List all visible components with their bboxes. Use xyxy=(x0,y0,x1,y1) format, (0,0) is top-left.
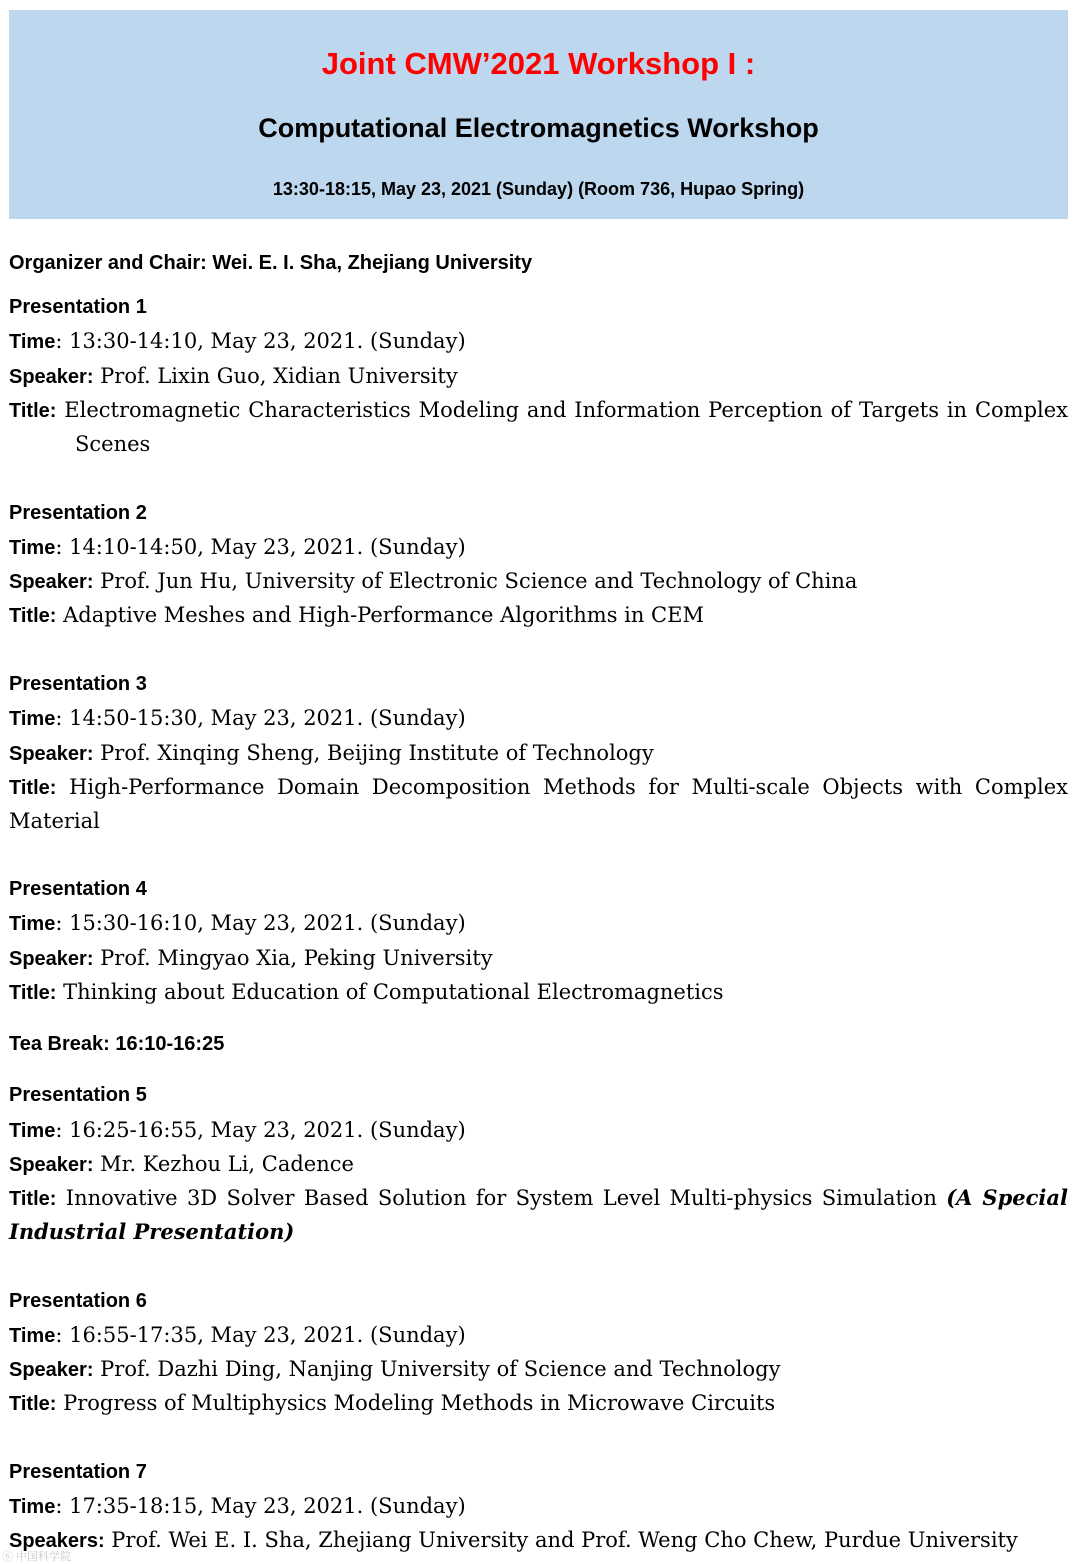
presentation-heading: Presentation 7 xyxy=(9,1461,147,1483)
title-value: Thinking about Education of Computational Electromagnetics xyxy=(56,980,724,1004)
time-value: : 14:50-15:30, May 23, 2021. (Sunday) xyxy=(55,706,466,730)
title-note: (A Special xyxy=(946,1185,1068,1210)
speaker-label: Speaker: xyxy=(9,948,94,970)
workshop-title: Joint CMW’2021 Workshop I : xyxy=(321,46,756,81)
time-value: : 16:25-16:55, May 23, 2021. (Sunday) xyxy=(55,1118,466,1142)
presentation-heading: Presentation 4 xyxy=(9,878,147,900)
presentation-speaker xyxy=(9,1147,354,1182)
title-continuation: Scenes xyxy=(75,432,151,456)
time-value: : 15:30-16:10, May 23, 2021. (Sunday) xyxy=(55,911,466,935)
watermark: Ⓢ 中国科学院 xyxy=(2,1551,72,1563)
speaker-value: Prof. Xinqing Sheng, Beijing Institute of Technology xyxy=(93,741,654,765)
speaker-value: Prof. Lixin Guo, Xidian University xyxy=(93,364,458,388)
speaker-value: Prof. Wei E. I. Sha, Zhejiang University and Prof. Weng Cho Chew, Purdue University xyxy=(104,1528,1018,1552)
title-label: Title: xyxy=(9,605,57,627)
presentation-title xyxy=(9,770,1068,805)
time-label: Time xyxy=(9,331,56,353)
speakers-label: Speakers: xyxy=(9,1530,105,1552)
presentation-title xyxy=(9,598,704,633)
speaker-value: Prof. Dazhi Ding, Nanjing University of Science and Technology xyxy=(93,1357,781,1381)
presentation-speaker xyxy=(9,564,857,599)
time-value: : 16:55-17:35, May 23, 2021. (Sunday) xyxy=(55,1323,466,1347)
presentation-title xyxy=(9,1181,1068,1216)
presentation-speaker xyxy=(9,1352,780,1387)
presentation-time xyxy=(9,1113,466,1148)
tea-break: Tea Break: 16:10-16:25 xyxy=(9,1033,225,1055)
speaker-value: Prof. Jun Hu, University of Electronic Science and Technology of China xyxy=(93,569,858,593)
workshop-datetime: 13:30-18:15, May 23, 2021 (Sunday) (Room 736, Hupao Spring) xyxy=(272,179,805,199)
presentation-time xyxy=(9,1318,466,1353)
presentation-title xyxy=(9,975,724,1010)
title-label: Title: xyxy=(9,1188,57,1210)
time-value: : 17:35-18:15, May 23, 2021. (Sunday) xyxy=(55,1494,466,1518)
presentation-title xyxy=(9,1386,775,1421)
presentation-time xyxy=(9,906,466,941)
presentation-speaker xyxy=(9,359,458,394)
header-banner xyxy=(9,10,1068,219)
speaker-value: Mr. Kezhou Li, Cadence xyxy=(93,1152,354,1176)
organizer: Organizer and Chair: Wei. E. I. Sha, Zhejiang University xyxy=(9,252,533,274)
presentation-heading: Presentation 6 xyxy=(9,1290,147,1312)
speaker-label: Speaker: xyxy=(9,366,94,388)
speaker-label: Speaker: xyxy=(9,743,94,765)
presentation-speaker xyxy=(9,1523,1018,1558)
title-value: Innovative 3D Solver Based Solution for System Level Multi-physics Simulation xyxy=(56,1186,937,1210)
speaker-label: Speaker: xyxy=(9,1154,94,1176)
presentation-speaker xyxy=(9,941,493,976)
time-label: Time xyxy=(9,913,56,935)
presentation-heading: Presentation 2 xyxy=(9,502,147,524)
presentation-time xyxy=(9,530,466,565)
title-value: High-Performance Domain Decomposition Methods for Multi-scale Objects with Complex xyxy=(56,775,1068,799)
presentation-time xyxy=(9,1489,466,1524)
presentation-speaker xyxy=(9,736,654,771)
time-label: Time xyxy=(9,1325,56,1347)
title-value: Progress of Multiphysics Modeling Methods in Microwave Circuits xyxy=(56,1391,776,1415)
speaker-value: Prof. Mingyao Xia, Peking University xyxy=(93,946,493,970)
speaker-label: Speaker: xyxy=(9,571,94,593)
title-label: Title: xyxy=(9,400,57,422)
title-continuation: Material xyxy=(9,809,100,833)
presentation-heading: Presentation 5 xyxy=(9,1084,147,1106)
title-label: Title: xyxy=(9,982,57,1004)
presentation-heading: Presentation 1 xyxy=(9,296,147,318)
title-label: Title: xyxy=(9,777,57,799)
time-value: : 13:30-14:10, May 23, 2021. (Sunday) xyxy=(55,329,466,353)
time-label: Time xyxy=(9,1496,56,1518)
workshop-subtitle: Computational Electromagnetics Workshop xyxy=(258,113,819,143)
presentation-title xyxy=(9,393,1068,428)
title-note-continuation: Industrial Presentation) xyxy=(9,1219,295,1244)
presentation-time xyxy=(9,701,466,736)
presentation-heading: Presentation 3 xyxy=(9,673,147,695)
title-label: Title: xyxy=(9,1393,57,1415)
time-value: : 14:10-14:50, May 23, 2021. (Sunday) xyxy=(55,535,466,559)
title-value: Electromagnetic Characteristics Modeling and Information Perception of Targets in Complex xyxy=(56,398,1068,422)
time-label: Time xyxy=(9,537,56,559)
time-label: Time xyxy=(9,1120,56,1142)
speaker-label: Speaker: xyxy=(9,1359,94,1381)
title-value: Adaptive Meshes and High-Performance Algorithms in CEM xyxy=(56,603,704,627)
time-label: Time xyxy=(9,708,56,730)
presentation-time xyxy=(9,324,466,359)
